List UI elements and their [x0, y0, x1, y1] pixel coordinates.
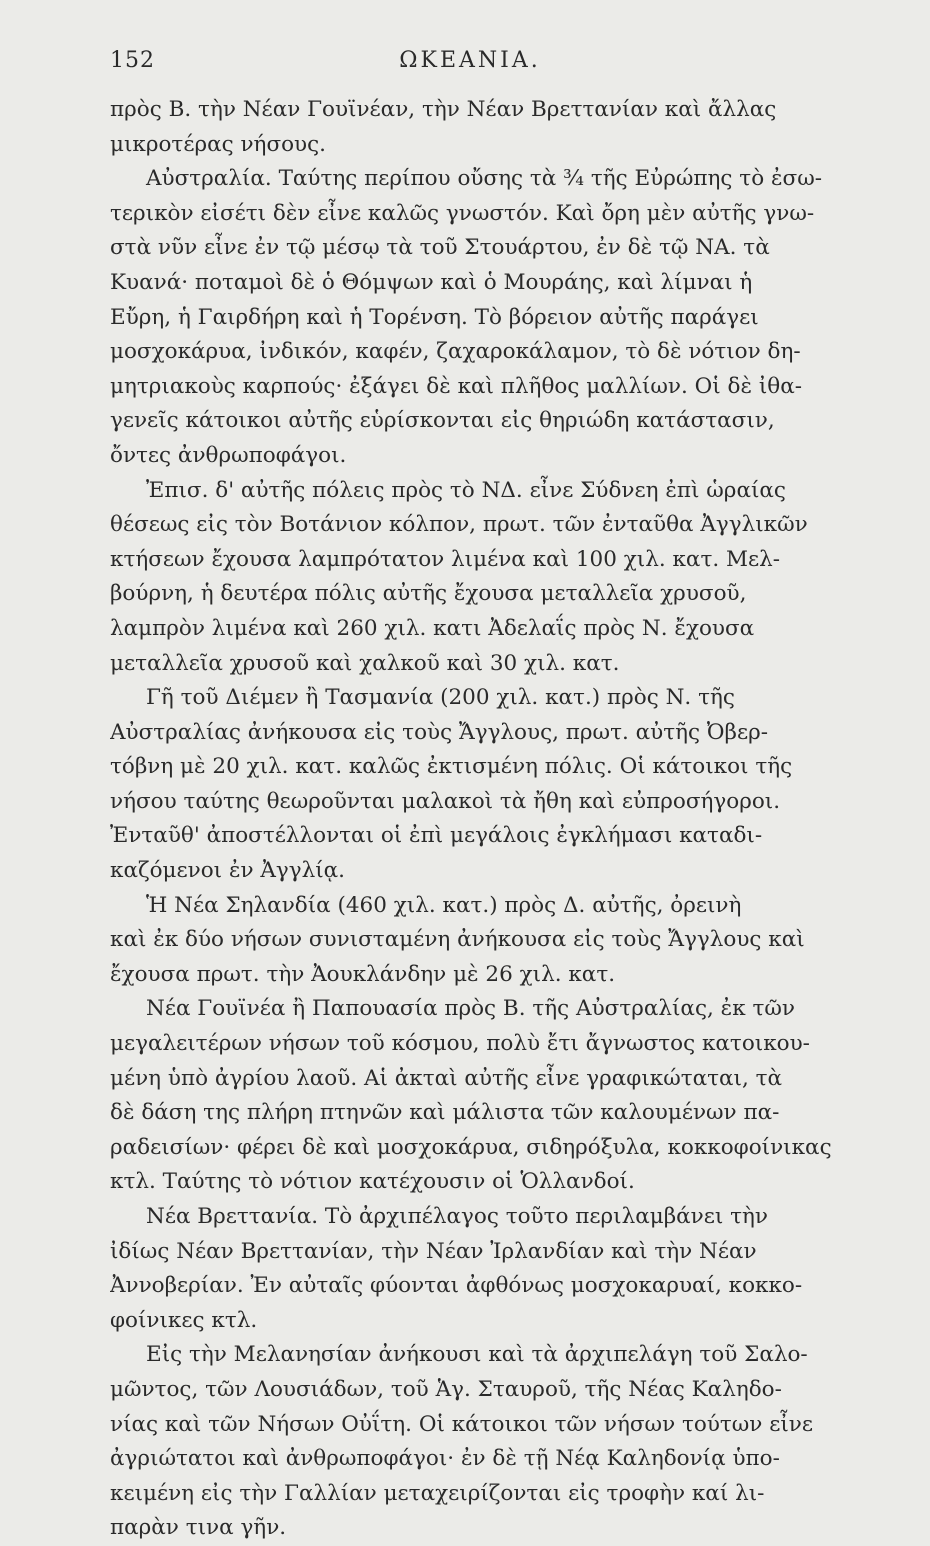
text-line: κτλ. Ταύτης τὸ νότιον κατέχουσιν οἱ Ὁλλανδοί.	[110, 1169, 635, 1195]
text-line: κειμένη εἰς τὴν Γαλλίαν μεταχειρίζονται εἰς τροφὴν καί λι-	[110, 1480, 765, 1506]
text-line: γενεῖς κάτοικοι αὐτῆς εὑρίσκονται εἰς θηριώδη κατάστασιν,	[110, 408, 775, 434]
text-line: ὄντες ἀνθρωποφάγοι.	[110, 442, 347, 468]
text-line: καὶ ἐκ δύο νήσων συνισταμένη ἀνήκουσα εἰς τοὺς Ἄγγλους καὶ	[110, 927, 805, 953]
text-line: Εἰς τὴν Μελανησίαν ἀνήκουσι καὶ τὰ ἀρχιπελάγη τοῦ Σαλο-	[146, 1342, 808, 1368]
text-line: Νέα Βρεττανία. Τὸ ἀρχιπέλαγος τοῦτο περιλαμβάνει τὴν	[146, 1204, 768, 1229]
page-header	[110, 48, 830, 84]
text-line: θέσεως εἰς τὸν Βοτάνιον κόλπον, πρωτ. τῶν ἐνταῦθα Ἀγγλικῶν	[110, 512, 808, 538]
text-line: τόβνη μὲ 20 χιλ. κατ. καλῶς ἐκτισμένη πόλις. Οἱ κάτοικοι τῆς	[110, 754, 793, 780]
text-line: μικροτέρας νήσους.	[110, 131, 327, 157]
text-line: Γῆ τοῦ Διέμεν ἢ Τασμανία (200 χιλ. κατ.) πρὸς Ν. τῆς	[146, 685, 735, 711]
text-line: στὰ νῦν εἶνε ἐν τῷ μέσῳ τὰ τοῦ Στουάρτου, ἐν δὲ τῷ ΝΑ. τὰ	[110, 235, 770, 261]
page-number: 152	[110, 48, 155, 73]
text-line: μεγαλειτέρων νήσων τοῦ κόσμου, πολὺ ἔτι ἄγνωστος κατοικου-	[110, 1031, 810, 1057]
text-line: Ἐνταῦθ' ἀποστέλλονται οἱ ἐπὶ μεγάλοις ἐγκλήμασι καταδι-	[110, 823, 763, 849]
text-line: λαμπρὸν λιμένα καὶ 260 χιλ. κατι Ἀδελαΐς πρὸς Ν. ἔχουσα	[110, 615, 755, 641]
running-title: ΩΚΕΑΝΙΑ.	[399, 48, 541, 73]
text-line: κτήσεων ἔχουσα λαμπρότατον λιμένα καὶ 100 χιλ. κατ. Μελ-	[110, 546, 781, 572]
body-text	[110, 93, 832, 1546]
text-line: πρὸς Β. τὴν Νέαν Γουϊνέαν, τὴν Νέαν Βρεττανίαν καὶ ἄλλας	[110, 97, 777, 122]
text-line: μητριακοὺς καρπούς· ἐξάγει δὲ καὶ πλῆθος μαλλίων. Οἱ δὲ ἰθα-	[110, 373, 803, 399]
text-line: ἔχουσα πρωτ. τὴν Ἀουκλάνδην μὲ 26 χιλ. κατ.	[110, 961, 616, 987]
text-line: Ἡ Νέα Σηλανδία (460 χιλ. κατ.) πρὸς Δ. αὐτῆς, ὀρεινὴ	[146, 892, 742, 918]
text-line: Κυανά· ποταμοὶ δὲ ὁ Θόμψων καὶ ὁ Μουράης, καὶ λίμναι ἡ	[110, 269, 753, 295]
text-line: μῶντος, τῶν Λουσιάδων, τοῦ Ἁγ. Σταυροῦ, τῆς Νέας Καληδο-	[110, 1376, 782, 1402]
text-line: Νέα Γουϊνέα ἢ Παπουασία πρὸς Β. τῆς Αὐστραλίας, ἐκ τῶν	[146, 996, 795, 1022]
text-line: νήσου ταύτης θεωροῦνται μαλακοὶ τὰ ἤθη καὶ εὐπροσήγοροι.	[110, 788, 781, 814]
text-line: Αὐστραλία. Ταύτης περίπου οὔσης τὰ ¾ τῆς Εὐρώπης τὸ ἐσω-	[146, 166, 822, 192]
text-line: Αὐστραλίας ἀνήκουσα εἰς τοὺς Ἄγγλους, πρωτ. αὐτῆς Ὀβερ-	[110, 719, 768, 745]
text-line: νίας καὶ τῶν Νήσων Οὐΐτη. Οἱ κάτοικοι τῶν νήσων τούτων εἶνε	[110, 1411, 813, 1437]
text-line: Ἐπισ. δ' αὐτῆς πόλεις πρὸς τὸ ΝΔ. εἶνε Σύδνεη ἐπὶ ὡραίας	[146, 477, 786, 503]
text-line: μοσχοκάρυα, ἰνδικόν, καφέν, ζαχαροκάλαμον, τὸ δὲ νότιον δη-	[110, 339, 801, 365]
text-line: βούρνη, ἡ δευτέρα πόλις αὐτῆς ἔχουσα μεταλλεῖα χρυσοῦ,	[110, 581, 747, 607]
text-line: καζόμενοι ἐν Ἀγγλίᾳ.	[110, 858, 346, 884]
text-line: Εὔρη, ἡ Γαιρδήρη καὶ ἡ Τορένση. Τὸ βόρειον αὐτῆς παράγει	[110, 304, 759, 330]
text-line: ραδεισίων· φέρει δὲ καὶ μοσχοκάρυα, σιδηρόξυλα, κοκκοφοίνικας	[110, 1134, 832, 1160]
text-line: ἰδίως Νέαν Βρεττανίαν, τὴν Νέαν Ἰρλανδίαν καὶ τὴν Νέαν	[110, 1238, 757, 1264]
text-line: μένη ὑπὸ ἀγρίου λαοῦ. Αἱ ἀκταὶ αὐτῆς εἶνε γραφικώταται, τὰ	[110, 1065, 783, 1091]
text-line: παρὰν τινα γῆν.	[110, 1515, 287, 1541]
text-line: Ἀννοβερίαν. Ἐν αὐταῖς φύονται ἀφθόνως μοσχοκαρυαί, κοκκο-	[110, 1273, 803, 1299]
text-line: τερικὸν εἰσέτι δὲν εἶνε καλῶς γνωστόν. Καὶ ὄρη μὲν αὐτῆς γνω-	[110, 200, 815, 226]
text-line: ἀγριώτατοι καὶ ἀνθρωποφάγοι· ἐν δὲ τῇ Νέᾳ Καληδονίᾳ ὑπο-	[110, 1446, 780, 1472]
text-line: δὲ δάση της πλήρη πτηνῶν καὶ μάλιστα τῶν καλουμένων πα-	[110, 1100, 780, 1126]
text-line: μεταλλεῖα χρυσοῦ καὶ χαλκοῦ καὶ 30 χιλ. κατ.	[110, 650, 620, 676]
text-line: φοίνικες κτλ.	[110, 1307, 258, 1333]
